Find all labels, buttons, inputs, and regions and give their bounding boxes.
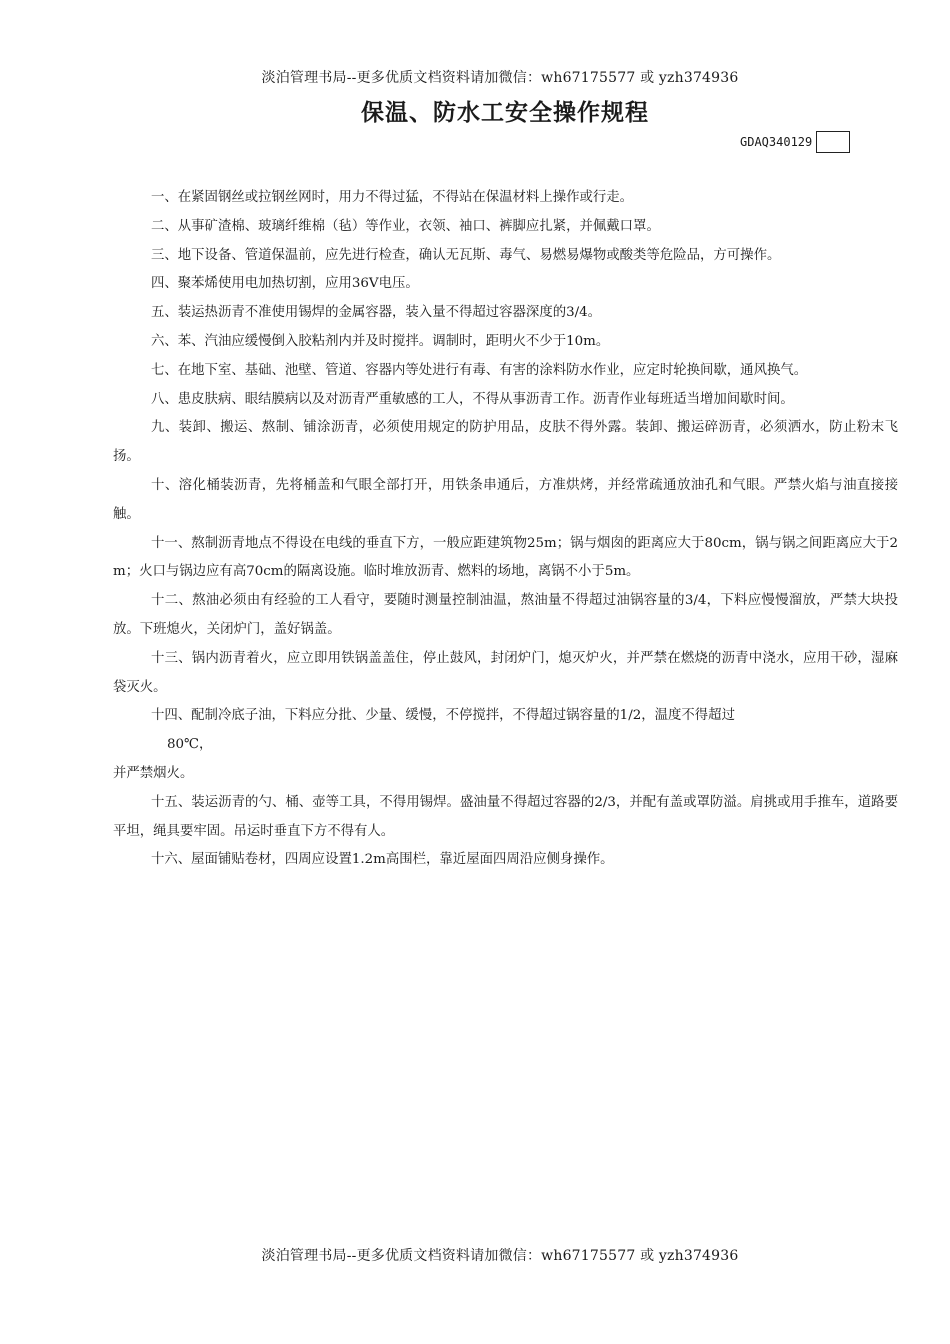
footer-note: 淡泊管理书局--更多优质文档资料请加微信：wh67175577 或 yzh374936: [261, 1248, 739, 1264]
document-code: [740, 130, 850, 154]
rule-14-line-3: 并严禁烟火。: [113, 765, 194, 781]
rule-10: 十、溶化桶装沥青，先将桶盖和气眼全部打开，用铁条串通后，方准烘烤，并经常疏通放油孔和气眼。严禁火焰与油直接接触。: [113, 477, 898, 522]
rule-14-line-1: 十四、配制冷底子油，下料应分批、少量、缓慢，不停搅拌，不得超过锅容量的1/2，温度不得超过: [151, 708, 735, 724]
header-note: 淡泊管理书局--更多优质文档资料请加微信：wh67175577 或 yzh374936: [261, 70, 739, 86]
rule-12: 十二、熬油必须由有经验的工人看守，要随时测量控制油温，熬油量不得超过油锅容量的3/4，下料应慢慢溜放，严禁大块投放。下班熄火，关闭炉门，盖好锅盖。: [113, 593, 898, 637]
rule-3: 三、地下设备、管道保温前，应先进行检查，确认无瓦斯、毒气、易燃易爆物或酸类等危险品，方可操作。: [151, 247, 781, 263]
rule-15: 十五、装运沥青的勺、桶、壶等工具，不得用锡焊。盛油量不得超过容器的2/3，并配有盖或罩防溢。肩挑或用手推车，道路要平坦，绳具要牢固。吊运时垂直下方不得有人。: [113, 794, 898, 839]
rule-11: 十一、熬制沥青地点不得设在电线的垂直下方，一般应距建筑物25m；锅与烟囱的距离应大于80cm，锅与锅之间距离应大于2m；火口与锅边应有高70cm的隔离设施。临时堆放沥青、燃料的场地，离锅不小于5m。: [113, 535, 898, 580]
rule-4: 四、聚苯烯使用电加热切割，应用36V电压。: [151, 276, 419, 292]
document-code-box: [816, 131, 850, 153]
rule-7: 七、在地下室、基础、池壁、管道、容器内等处进行有毒、有害的涂料防水作业，应定时轮换间歇，通风换气。: [151, 362, 808, 378]
rules-body: [113, 184, 898, 875]
document-code-text: GDAQ340129: [740, 135, 813, 149]
rule-14-line-2: 80℃，: [167, 737, 213, 753]
document-title: 保温、防水工安全操作规程: [361, 100, 649, 126]
rule-6: 六、苯、汽油应缓慢倒入胶粘剂内并及时搅拌。调制时，距明火不少于10m。: [151, 333, 610, 349]
rule-5: 五、装运热沥青不准使用锡焊的金属容器，装入量不得超过容器深度的3/4。: [151, 305, 602, 321]
rule-2: 二、从事矿渣棉、玻璃纤维棉（毡）等作业，衣领、袖口、裤脚应扎紧，并佩戴口罩。: [151, 218, 660, 234]
rule-14: [113, 702, 898, 788]
rule-8: 八、患皮肤病、眼结膜病以及对沥青严重敏感的工人，不得从事沥青工作。沥青作业每班适当增加间歇时间。: [151, 391, 794, 407]
rule-16: 十六、屋面铺贴卷材，四周应设置1.2m高围栏，靠近屋面四周沿应侧身操作。: [151, 852, 614, 868]
rule-9: 九、装卸、搬运、熬制、铺涂沥青，必须使用规定的防护用品，皮肤不得外露。装卸、搬运碎沥青，必须洒水，防止粉末飞扬。: [113, 420, 898, 465]
rule-1: 一、在紧固钢丝或拉钢丝网时，用力不得过猛，不得站在保温材料上操作或行走。: [151, 190, 634, 205]
rule-13: 十三、锅内沥青着火，应立即用铁锅盖盖住，停止鼓风，封闭炉门，熄灭炉火，并严禁在燃烧的沥青中浇水，应用干砂，湿麻袋灭火。: [113, 650, 898, 695]
